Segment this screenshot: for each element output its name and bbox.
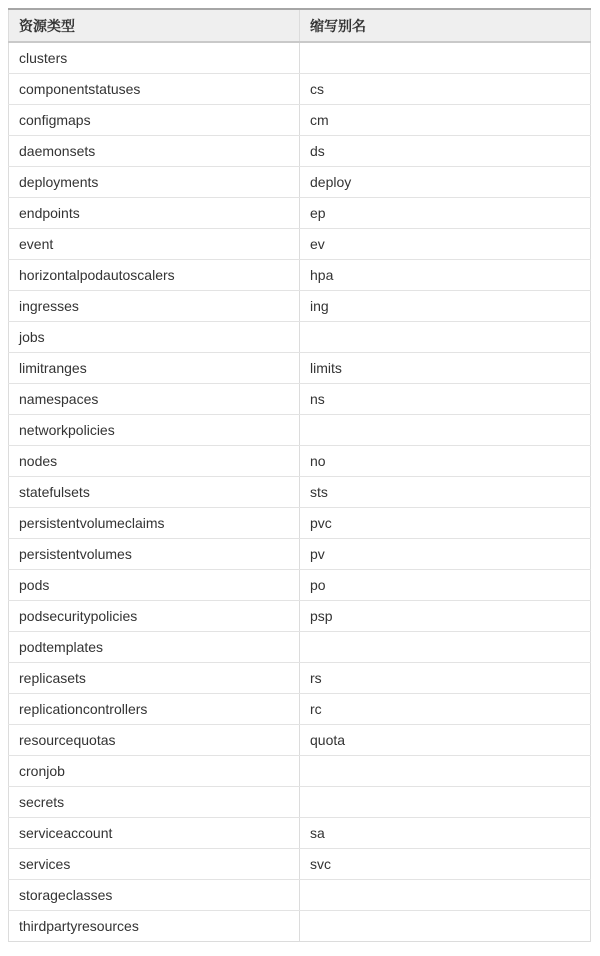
cell-resource-type: serviceaccount (9, 818, 300, 849)
cell-resource-type: networkpolicies (9, 415, 300, 446)
cell-alias: deploy (300, 167, 591, 198)
table-row (9, 415, 591, 446)
cell-alias: ns (300, 384, 591, 415)
table-row (9, 291, 591, 322)
table-row (9, 322, 591, 353)
table-row (9, 880, 591, 911)
cell-alias (300, 787, 591, 818)
cell-resource-type: statefulsets (9, 477, 300, 508)
cell-alias (300, 415, 591, 446)
table-row (9, 725, 591, 756)
cell-resource-type: pods (9, 570, 300, 601)
cell-alias: rc (300, 694, 591, 725)
cell-alias: ev (300, 229, 591, 260)
table-row (9, 477, 591, 508)
cell-alias: ing (300, 291, 591, 322)
cell-resource-type: storageclasses (9, 880, 300, 911)
cell-alias (300, 756, 591, 787)
table-header-row (9, 9, 591, 42)
cell-resource-type: limitranges (9, 353, 300, 384)
cell-alias: svc (300, 849, 591, 880)
resource-alias-table (8, 8, 591, 942)
cell-alias (300, 42, 591, 74)
cell-alias (300, 880, 591, 911)
cell-resource-type: persistentvolumes (9, 539, 300, 570)
cell-alias: sa (300, 818, 591, 849)
cell-resource-type: endpoints (9, 198, 300, 229)
cell-alias: cs (300, 74, 591, 105)
cell-alias (300, 911, 591, 942)
cell-alias: sts (300, 477, 591, 508)
table-row (9, 663, 591, 694)
cell-alias: rs (300, 663, 591, 694)
cell-resource-type: persistentvolumeclaims (9, 508, 300, 539)
cell-resource-type: replicasets (9, 663, 300, 694)
table-head (9, 9, 591, 42)
cell-resource-type: clusters (9, 42, 300, 74)
table-body (9, 42, 591, 942)
cell-alias: limits (300, 353, 591, 384)
table-row (9, 601, 591, 632)
cell-alias: ds (300, 136, 591, 167)
column-header-resource-type: 资源类型 (9, 9, 300, 42)
cell-alias: no (300, 446, 591, 477)
cell-alias: quota (300, 725, 591, 756)
table-row (9, 136, 591, 167)
table-row (9, 911, 591, 942)
table-row (9, 508, 591, 539)
table-row (9, 818, 591, 849)
table-row (9, 694, 591, 725)
cell-resource-type: podtemplates (9, 632, 300, 663)
table-row (9, 167, 591, 198)
cell-resource-type: componentstatuses (9, 74, 300, 105)
cell-resource-type: jobs (9, 322, 300, 353)
cell-alias: psp (300, 601, 591, 632)
table-row (9, 229, 591, 260)
cell-resource-type: cronjob (9, 756, 300, 787)
cell-resource-type: podsecuritypolicies (9, 601, 300, 632)
cell-resource-type: services (9, 849, 300, 880)
table-row (9, 260, 591, 291)
cell-alias: cm (300, 105, 591, 136)
table-row (9, 74, 591, 105)
cell-resource-type: daemonsets (9, 136, 300, 167)
table-row (9, 42, 591, 74)
cell-resource-type: ingresses (9, 291, 300, 322)
table-row (9, 446, 591, 477)
cell-alias (300, 322, 591, 353)
cell-resource-type: configmaps (9, 105, 300, 136)
cell-resource-type: nodes (9, 446, 300, 477)
cell-alias: po (300, 570, 591, 601)
cell-resource-type: horizontalpodautoscalers (9, 260, 300, 291)
column-header-alias: 缩写别名 (300, 9, 591, 42)
cell-resource-type: secrets (9, 787, 300, 818)
table-row (9, 539, 591, 570)
cell-alias: pvc (300, 508, 591, 539)
table-row (9, 756, 591, 787)
article-page (8, 8, 592, 942)
table-row (9, 570, 591, 601)
cell-alias (300, 632, 591, 663)
table-row (9, 353, 591, 384)
cell-resource-type: thirdpartyresources (9, 911, 300, 942)
cell-resource-type: replicationcontrollers (9, 694, 300, 725)
table-row (9, 384, 591, 415)
table-row (9, 198, 591, 229)
table-row (9, 105, 591, 136)
table-row (9, 849, 591, 880)
cell-resource-type: namespaces (9, 384, 300, 415)
table-row (9, 787, 591, 818)
cell-resource-type: resourcequotas (9, 725, 300, 756)
cell-alias: pv (300, 539, 591, 570)
cell-alias: hpa (300, 260, 591, 291)
table-row (9, 632, 591, 663)
cell-alias: ep (300, 198, 591, 229)
cell-resource-type: deployments (9, 167, 300, 198)
cell-resource-type: event (9, 229, 300, 260)
